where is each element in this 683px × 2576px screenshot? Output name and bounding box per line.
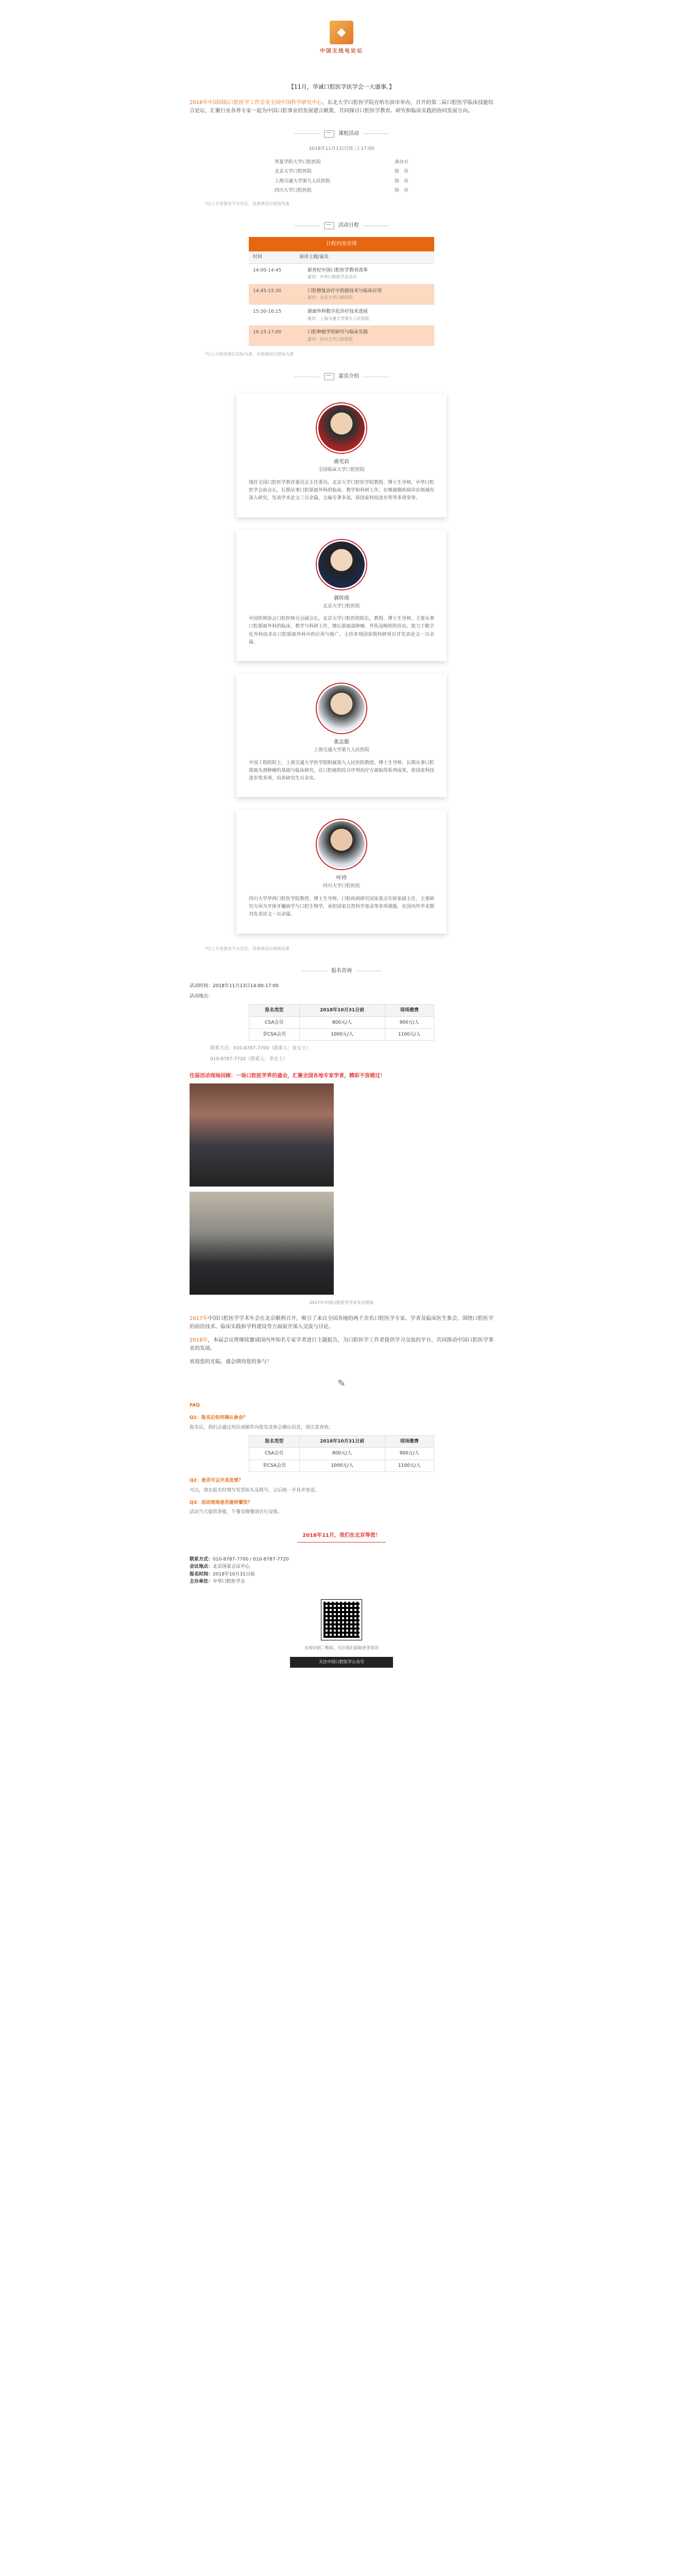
- faq-question: Q1：报名后如何确认参会？: [190, 1415, 248, 1421]
- list-item: 华夏学院大学口腔医院 承办方: [275, 159, 408, 165]
- contact-line: 联系方式：010-8787-7700（联系人：张女士）: [210, 1046, 311, 1052]
- avatar: [317, 403, 366, 453]
- table-row: CSA会员 800元/人 900元/人: [249, 1016, 434, 1028]
- cta-banner[interactable]: [190, 1530, 493, 1543]
- fee-table: [249, 1004, 434, 1041]
- event-photo: [190, 1083, 334, 1187]
- column-header: 演讲主题/嘉宾: [299, 255, 329, 260]
- expert-bio: 中国医师协会口腔医师分会副会长，北京大学口腔医院院长，教授、博士生导师。主要从事口腔颌面外科的临床、教学与科研工作，擅长颌面部肿瘤、外伤及畸形的诊治，致力于数字化外科技术在口腔颌面外科中的应用与推广，主持多项国家级科研项目并发表论文一百余篇。: [249, 616, 435, 645]
- review-paragraph: 2017年中国口腔医学学术年会在北京顺利召开，吸引了来自全国各地的两千余名口腔医学专家、学者及临床医生参会，围绕口腔医学的前沿技术、临床实践和学科建设等方面展开深入交流与讨论。: [190, 1316, 494, 1330]
- column-header: 时间: [253, 255, 263, 260]
- logo-mark-icon: ◆: [330, 21, 353, 44]
- faq-answer: 活动当天提供茶歇，午餐及晚餐请自行安排。: [190, 1510, 283, 1515]
- section-label: 活动日程: [338, 223, 359, 229]
- section-label: 课程活动: [338, 130, 359, 137]
- contact-line: 010-8787-7720（联系人：李女士）: [210, 1056, 288, 1062]
- intro-paragraph: [190, 99, 493, 115]
- expert-org: 全国临床大学口腔医院: [318, 467, 365, 473]
- table-header-row: 报名类型 2018年10月31日前 现场缴费: [249, 1005, 434, 1016]
- fee-line: 活动地点：: [190, 993, 213, 999]
- schedule-note: *以上日程安排以实际为准，具体情况以现场为准: [205, 352, 294, 357]
- faq-fee-table: 报名类型 2018年10月31日前 现场缴费 CSA会员 800元/人 900元/人 非CSA会员 1000元/人 1100元/人: [249, 1435, 434, 1472]
- divider: [363, 133, 389, 134]
- qr-code-icon[interactable]: [321, 1600, 362, 1640]
- table-row: 15:30-16:15 颌面外科数字化诊疗技术进展 嘉宾：上海交通大学第九人民医院: [249, 305, 434, 326]
- pencil-icon: ✎: [337, 1378, 346, 1389]
- intro-text: ，东北大学口腔医学院在哈尔滨市举办，召开的第二届口腔医学临床技能综合论坛，汇聚行业各界专家一起为中国口腔事业的发展建言献策，共同探讨口腔医学教育、研究和临床实践的协同发展方向。: [190, 99, 494, 114]
- expert-org: 北京大学口腔医院: [322, 603, 360, 609]
- schedule-table: [249, 237, 434, 346]
- expert-bio: 四川大学华西口腔医学院教授、博士生导师，口腔疾病研究国家重点实验室副主任，主要研究方向为牙体牙髓病学与口腔生物学，承担国家自然科学基金等多项课题，在国内外学术期刊发表论文一百余篇。: [249, 896, 435, 918]
- table-row: 14:00-14:45 新世纪中国口腔医学教育改革 嘉宾：中华口腔医学会会长: [249, 264, 434, 284]
- table-row: 16:15-17:00 口腔种植学的研究与临床实践 嘉宾：四川大学口腔医院: [249, 326, 434, 346]
- qr-note: 长按识别二维码，关注我们获取更多资讯: [304, 1646, 379, 1651]
- book-icon: [324, 373, 334, 380]
- avatar: [317, 684, 366, 733]
- avatar: [317, 540, 366, 589]
- schedule-header: 日程内容安排: [249, 237, 434, 251]
- expert-name: 郭传瑸: [334, 595, 349, 601]
- table-row: 14:45-15:30 口腔修复治疗中的新技术与临床应用 嘉宾：北京大学口腔医院: [249, 284, 434, 305]
- expert-bio: 中国工程院院士，上海交通大学医学院附属第九人民医院教授、博士生导师，长期从事口腔颌面头颈肿瘤的基础与临床研究，在口腔癌的综合序列治疗方面取得系列成果，获国家科技进步奖多项，培养研究生百余名。: [249, 760, 435, 782]
- section-title-experts: [190, 372, 493, 381]
- section-label: 报名咨询: [331, 968, 352, 974]
- review-tail: 欢迎您的光临，盛会期待您的参与！: [190, 1359, 272, 1365]
- divider: [294, 133, 320, 134]
- logo-text: 中国无线电论坛: [320, 48, 363, 54]
- experts-note: *以上专家排名不分先后，具体情况以现场为准: [205, 946, 289, 951]
- table-row: 非CSA会员 1000元/人 1100元/人: [249, 1029, 434, 1041]
- expert-name: 俞光岩: [334, 459, 349, 465]
- book-icon: [324, 222, 334, 229]
- expert-card: [236, 530, 447, 662]
- section-title-schedule: [190, 222, 493, 230]
- schedule-columns: [249, 251, 434, 263]
- article: [190, 0, 493, 1668]
- event-photo: [190, 1192, 334, 1295]
- faq-title: FAQ: [190, 1402, 200, 1408]
- faq-question: Q3：活动现场是否提供餐饮？: [190, 1500, 252, 1505]
- meeting-note: *以上专家排名不分先后，具体情况以现场为准: [205, 201, 289, 206]
- intro-highlight: 2018年中国国际口腔医学工作会及全国中国科学研究中心: [190, 99, 322, 106]
- expert-org: 四川大学口腔医院: [322, 884, 360, 889]
- section-title-fee: [190, 967, 493, 975]
- headline: 【11月，华诚口腔医学医学会一大盛事。】: [288, 83, 395, 90]
- faq-question: Q2：是否可以开具发票？: [190, 1478, 243, 1484]
- section-label: 嘉宾介绍: [338, 374, 359, 380]
- fee-line: 活动时间：2018年11月13日14:00-17:00: [190, 983, 279, 989]
- list-item: 四川大学口腔医院 协 办: [275, 188, 408, 194]
- review-title: 往届活动现场回顾：一场口腔医学界的盛会，汇聚全国各地专家学者，精彩不容错过！: [190, 1073, 385, 1079]
- expert-name: 叶玲: [336, 875, 347, 882]
- cta-text: 2018年11月，我们在北京等您！: [297, 1530, 386, 1543]
- photo-caption: 2017年中国口腔医学学术年会现场: [309, 1300, 374, 1306]
- follow-bar[interactable]: 关注中国口腔医学公众号: [290, 1657, 393, 1668]
- footer-info: 联系方式：010-8787-7700 / 010-8787-7720 会议地点：北京国家会议中心 报名时间：2018年10月31日前 主办单位：中华口腔医学会: [190, 1556, 289, 1584]
- logo: [311, 21, 372, 62]
- expert-card: [236, 673, 447, 797]
- meeting-list: [275, 158, 408, 196]
- expert-org: 上海交通大学第九人民医院: [313, 748, 369, 753]
- faq-answer: 报名后，我们会通过短信或邮件向您发送参会确认信息，请注意查收。: [190, 1425, 334, 1430]
- review-paragraph: 2018年，本届会议将继续邀请国内外知名专家学者进行主题报告，为口腔医学工作者提供学习交流的平台，共同推动中国口腔医学事业的发展。: [190, 1337, 494, 1352]
- expert-bio: 现任全国口腔医学教育委员会主任委员，北京大学口腔医学院教授、博士生导师，中华口腔医学会前会长，长期从事口腔颌面外科的临床、教学和科研工作，在唾液腺疾病诊治领域有深入研究，发表学术论文三百余篇，主编专著多部，获国家科技进步奖等多项荣誉。: [249, 480, 435, 501]
- faq-section: [190, 1402, 493, 1516]
- avatar: [317, 820, 366, 869]
- section-title-org: [190, 130, 493, 138]
- expert-card: [236, 809, 447, 933]
- meeting-time: 2018年11月13日(周二) 17:00: [309, 146, 374, 151]
- book-icon: [324, 130, 334, 138]
- expert-card: [236, 393, 447, 517]
- faq-answer: 可以，请在报名时填写发票抬头及税号，会后统一开具并寄送。: [190, 1487, 320, 1493]
- list-item: 上海交通大学第九人民医院 协 办: [275, 178, 408, 184]
- expert-name: 张志愿: [334, 739, 349, 745]
- list-item: 北京大学口腔医院 协 办: [275, 169, 408, 175]
